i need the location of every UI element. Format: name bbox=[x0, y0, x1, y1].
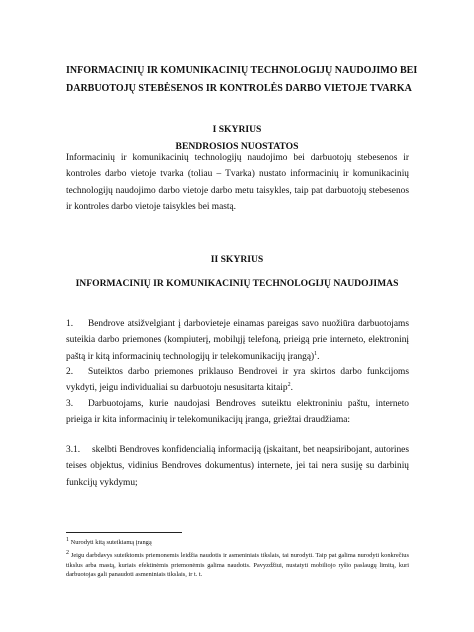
footnote-ref-1[interactable]: 1 bbox=[314, 350, 318, 357]
list-subitem-number: 3.1. bbox=[66, 445, 81, 455]
list-item-text: Darbuotojams, kurie naudojasi Bendroves suteiktu elektroniniu paštu, interneto prieiga ir kita informacinių ir telekomunikacijų įranga, griežtai draudžiama: bbox=[66, 399, 409, 426]
list-item-text: Suteiktos darbo priemones priklauso Bendrovei ir yra skirtos darbo funkcijoms vykdyti, jeigu individualiai su darbuotoju nesusitarta kitaip bbox=[66, 367, 409, 394]
footnote-1-number: 1 bbox=[66, 536, 69, 543]
section-1-subheading: BENDROSIOS NUOSTATOS bbox=[175, 141, 299, 152]
list-item-number: 1. bbox=[66, 319, 74, 329]
title-line-2: DARBUOTOJŲ STEBĖSENOS IR KONTROLĖS DARBO VIETOJE TVARKA bbox=[66, 83, 412, 94]
footnote-2 bbox=[66, 551, 409, 580]
list-subitem-3-1 bbox=[66, 442, 409, 491]
footnote-1 bbox=[66, 538, 409, 548]
list-item-number: 2. bbox=[66, 367, 74, 377]
footnote-1-text: Nurodyti kitą suteikiamą įrangą bbox=[70, 539, 152, 546]
footnote-divider bbox=[66, 532, 182, 533]
footnote-ref-2[interactable]: 2 bbox=[287, 382, 291, 389]
list-item-1 bbox=[66, 316, 409, 365]
list-subitem-text: skelbti Bendroves konfidencialią informaciją (įskaitant, bet neapsiribojant, autorines teises objektus, vidinius Bendroves dokumentus) internete, jei tai nera susiję su darbinių funkcijų vykdymu; bbox=[66, 445, 409, 488]
list-item-text: Bendrove atsižvelgiant į darbovieteje einamas pareigas savo nuožiūra darbuotojams suteikia darbo priemones (kompiuterį, mobilųjį telefoną, prieigą prie interneto, elektroninį paštą ir kitą informacinių technologijų ir telekomunikacijų įrangą) bbox=[66, 319, 409, 362]
section-1-paragraph: Informacinių ir komunikacinių technologijų naudojimo bei darbuotojų stebesenos ir kontroles darbo vietoje tvarka (toliau – Tvarka) nustato informacinių ir komunikacinių technologijų naudojimo darbo vietoje darbo metu taisykles, taip pat darbuotojų stebesenos ir kontroles darbo vietoje taisykles bei mastą. bbox=[66, 153, 409, 213]
list-item-tail: . bbox=[290, 383, 293, 394]
footnote-2-text: Jeigu darbdavys suteiktomis priemonemis leidžia naudotis ir asmeniniais tikslais, tai nurodyti. Taip pat galima nurodyti konkrečius tikslus arba mastą, kuriais efektinėmis priemonėmis galima naudotis. Pavyzdžiui, nustatyti mobiliojo ryšio paslaugų limitą, kuri darbuotojas gali panaudoti asmeniniais tikslais, ir t. t. bbox=[66, 552, 409, 578]
document-title bbox=[66, 62, 418, 98]
section-2-subheading: INFORMACINIŲ IR KOMUNIKACINIŲ TECHNOLOGIJŲ NAUDOJIMAS bbox=[75, 278, 399, 289]
section-1-heading: I SKYRIUS bbox=[212, 124, 262, 135]
section-2-heading: II SKYRIUS bbox=[210, 254, 264, 265]
list-item-3 bbox=[66, 396, 409, 429]
footnote-2-number: 2 bbox=[66, 549, 69, 556]
title-line-1: INFORMACINIŲ IR KOMUNIKACINIŲ TECHNOLOGIJŲ NAUDOJIMO BEI bbox=[66, 65, 418, 76]
list-item-2 bbox=[66, 364, 409, 397]
list-item-number: 3. bbox=[66, 399, 74, 409]
list-item-tail: . bbox=[317, 351, 320, 362]
